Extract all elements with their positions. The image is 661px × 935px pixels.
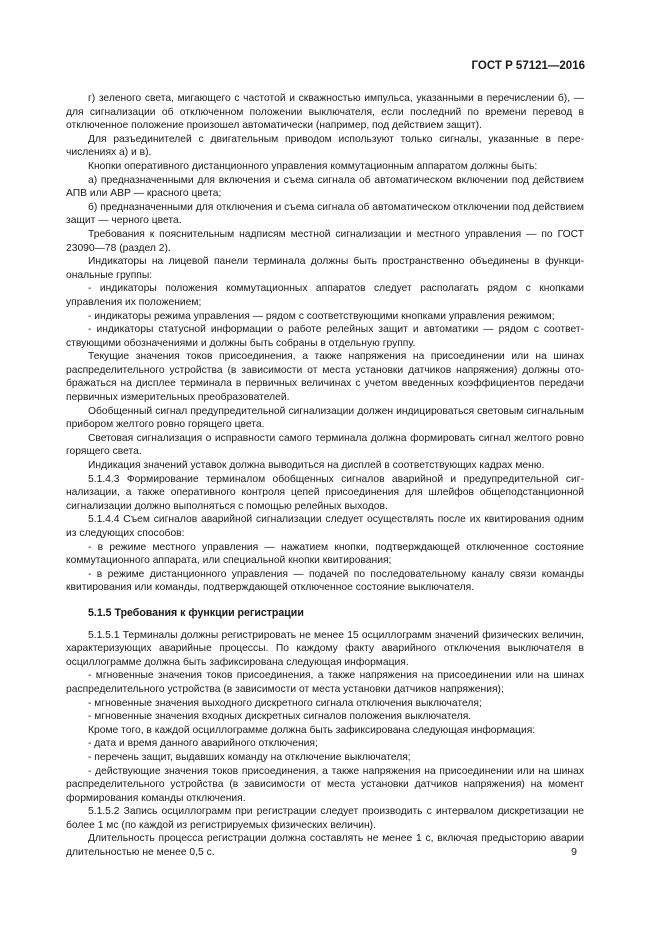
paragraph: б) предназначенными для отключения и съема сигнала об автоматическом отключении под действием защит — черного цвета. [66,201,584,227]
paragraph: а) предназначенными для включения и съема сигнала об автоматическом включении под действием АПВ или АВР — красного цвета; [66,174,584,200]
list-item: - мгновенные значения входных дискретных сигналов положения выключателя. [88,711,472,723]
list-item: - мгновенные значения токов присоединения, а также напряжения на присоединении или на шинах распределительного устройства (в зависимости от места установки датчиков напряжения); [66,670,584,695]
paragraph: Кроме того, в каждой осциллограмме должна быть зафиксирована следующая информация: [88,724,536,736]
page-number: 9 [571,846,577,858]
section-title: 5.1.5 Требования к функции регистрации [88,606,304,619]
standard-code-header: ГОСТ Р 57121—2016 [471,60,585,72]
paragraph: Длительность процесса регистрации должна составлять не менее 1 с, включая предысторию аварии длительностью не менее 0,5 с. [66,833,584,859]
paragraph: Световая сигнализация о исправности самого терминала должна формировать сигнал желтого ровно горящего света. [66,432,584,458]
paragraph: г) зеленого света, мигающего с частотой и скважностью импульса, указанными в перечислении б), — для сигнализации об отключенном положении выключателя, если последний по времени перевод в отключенное положение произошел автоматически (например, под действием защит). [66,93,584,132]
paragraph: 5.1.4.4 Съем сигналов аварийной сигнализации следует осуществлять после их квитирования одним из следующих способов: [66,514,584,539]
list-item: - в режиме дистанционного управления — подачей по последовательному каналу связи команды квитирования или команды, подтверждающей отключенное состояние выключателя. [66,568,584,594]
paragraph: Требования к пояснительным надписям местной сигнализации и местного управления — по ГОСТ 23090—78 (раздел 2). [66,228,584,254]
list-item: - в режиме местного управления — нажатием кнопки, подтверждающей отключенное состояние коммутационного аппарата, или специальной кнопки квитирования; [66,541,584,567]
document-body [66,92,584,860]
list-item: - перечень защит, выдавших команду на отключение выключателя; [88,751,411,763]
paragraph: 5.1.5.2 Запись осциллограмм при регистрации следует производить с интервалом дискретизации не более 1 мс (по каждой из регистрируемых физических величин). [66,806,584,831]
paragraph: Текущие значения токов присоединения, а также напряжения на присоединении или на шинах распределительного устройства (в зависимости от места установки датчиков напряжения) должны отображаться на дисплее терминала в первичных величинах с учетом введенных коэффициентов передачи первичных измерительных преобразователей. [66,351,584,404]
list-item: - индикаторы режима управления — рядом с соответствующими кнопками управления режимом; [88,310,555,322]
list-item: - дата и время данного аварийного отключения; [88,738,318,750]
paragraph: Индикаторы на лицевой панели терминала должны быть пространственно объединены в функциональные группы: [66,256,584,281]
paragraph: Для разъединителей с двигательным приводом используют только сигналы, указанные в перечислениях а) и в). [66,133,584,159]
list-item: - индикаторы положения коммутационных аппаратов следует располагать рядом с кнопками управления их положением; [66,283,584,308]
paragraph: 5.1.4.3 Формирование терминалом обобщенных сигналов аварийной и предупредительной сигнализации, а также оперативного контроля цепей присоединения для шлейфов общеподстанционной сигнализации должно выполняться с помощью релейных выходов. [66,473,584,512]
list-item: - действующие значения токов присоединения, а также напряжения на присоединении или на шинах распределительного устройства (в зависимости от места установки датчиков напряжения) на момент формирования команды отключения. [66,765,584,804]
paragraph: Обобщенный сигнал предупредительной сигнализации должен индицироваться световым сигнальным прибором желтого ровно горящего цвета. [66,405,584,431]
paragraph: 5.1.5.1 Терминалы должны регистрировать не менее 15 осциллограмм значений физических величин, характеризующих аварийные процессы. По каждому факту аварийного отключения выключателя в осциллограмме должна быть зафиксирована следующая информация. [66,629,584,668]
paragraph: Индикация значений уставок должна выводиться на дисплей в соответствующих кадрах меню. [88,460,545,472]
list-item: - индикаторы статусной информации о работе релейных защит и автоматики — рядом с соответствующими обозначениями и должны быть собраны в отдельную группу. [66,324,584,349]
list-item: - мгновенные значения выходного дискретного сигнала отключения выключателя; [88,697,482,709]
paragraph: Кнопки оперативного дистанционного управления коммутационным аппаратом должны быть: [88,160,538,172]
